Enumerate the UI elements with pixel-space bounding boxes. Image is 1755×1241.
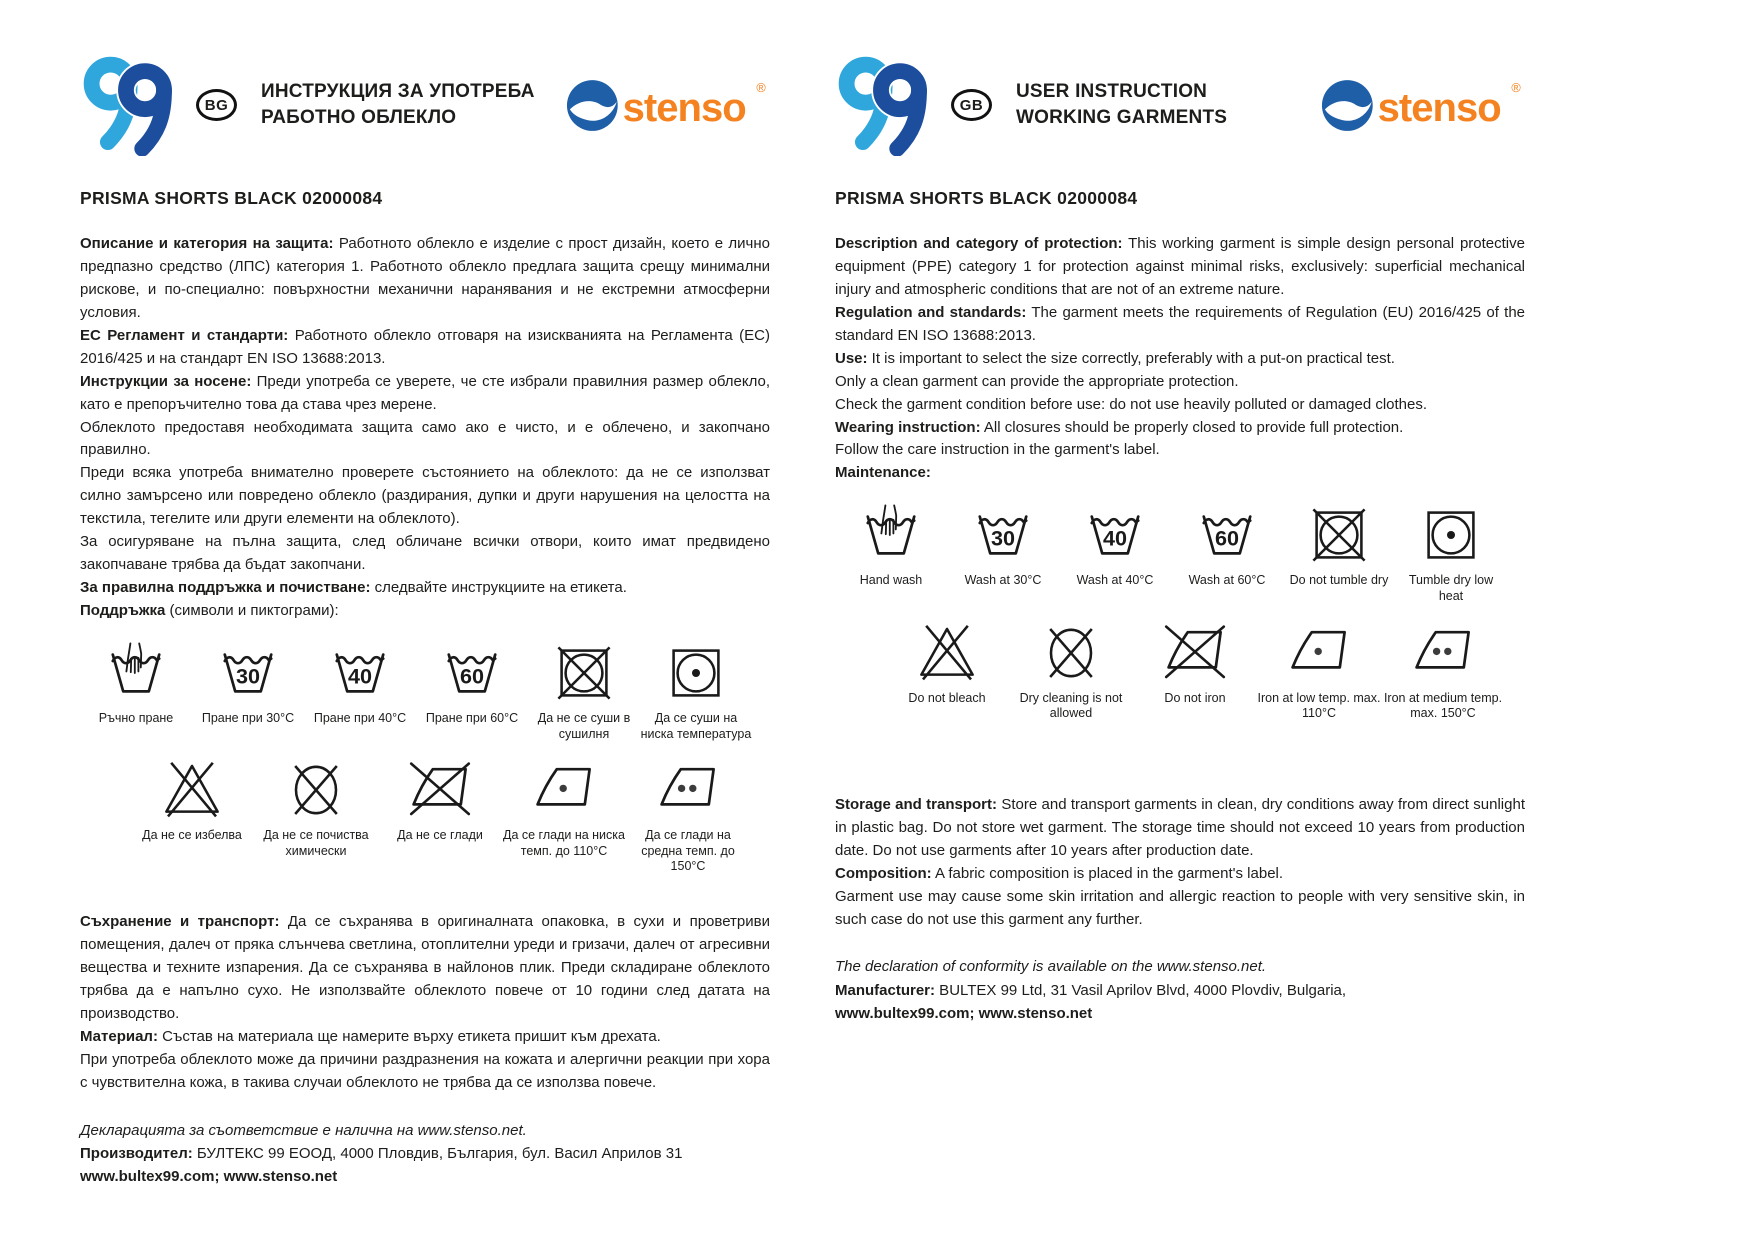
care-symbol-do-not-bleach — [885, 621, 1009, 722]
iron-medium-icon — [656, 758, 720, 822]
bg-manufacturer-line: Производител: БУЛТЕКС 99 ЕООД, 4000 Пловдив, България, бул. Васил Априлов 31 — [80, 1144, 683, 1162]
wash-40-icon — [1083, 503, 1147, 567]
paragraph: Regulation and standards: The garment meets the requirements of Regulation (EU) 2016/425 of the standard EN ISO 13688:2013. — [835, 303, 1526, 344]
paragraph: Maintenance: — [835, 464, 931, 482]
care-symbol-wash-30 — [192, 641, 304, 742]
iron-medium-icon — [1411, 621, 1475, 685]
en-care-symbols-row-1 — [835, 503, 1525, 604]
bg-language-badge: BG — [196, 89, 237, 121]
care-symbol-wash-60 — [416, 641, 528, 742]
care-symbol-hand-wash — [80, 641, 192, 742]
paragraph: Storage and transport: Store and transport garments in clean, dry conditions away from direct sunlight in plastic bag. Do not store wet garment. The storage time should not exceed 10 years from production date. Do not use garments after 10 years after production date. — [835, 795, 1525, 859]
wash-30-icon — [216, 641, 280, 705]
care-symbol-label: Пране при 40°C — [313, 710, 407, 725]
en-declaration-note: The declaration of conformity is available on the www.stenso.net. — [835, 958, 1267, 976]
care-symbol-label: Wash at 30°C — [964, 573, 1042, 588]
care-symbol-label: Да не се почиства химически — [263, 828, 369, 858]
bg-body-text — [80, 233, 770, 623]
en-manufacturer-line: Manufacturer: BULTEX 99 Ltd, 31 Vasil Aprilov Blvd, 4000 Plovdiv, Bulgaria, — [835, 981, 1347, 999]
care-symbol-label: Ръчно пране — [98, 710, 174, 725]
do-not-bleach-icon — [915, 621, 979, 685]
en-body-text — [835, 233, 1525, 485]
care-symbol-wash-30 — [947, 503, 1059, 604]
paragraph: Материал: Състав на материала ще намерите върху етикета пришит към дрехата. — [80, 1027, 661, 1045]
paragraph: Follow the care instruction in the garment's label. — [835, 441, 1160, 459]
care-symbol-do-not-bleach — [130, 758, 254, 875]
care-symbol-iron-low — [502, 758, 626, 875]
do-not-iron-icon — [1163, 621, 1227, 685]
care-symbol-iron-medium — [626, 758, 750, 875]
do-not-dry-clean-icon — [1039, 621, 1103, 685]
care-symbol-wash-60 — [1171, 503, 1283, 604]
en-footer — [835, 955, 1525, 1025]
paragraph: Инструкции за носене: Преди употреба се уверете, че сте избрали правилния размер облекло, като е препоръчително това да става чрез мерене. — [80, 372, 770, 413]
paragraph: Описание и категория на защита: Работното облекло е изделие с прост дизайн, което е лично предпазно средство (ЛПС) категория 1. Работното облекло предлага защита срещу минимални рискове, и по-специално: повърхностни механични наранявания и не екстремни атмосферни условия. — [80, 235, 770, 321]
en-storage-section — [835, 794, 1525, 932]
care-symbol-tumble-dry-low — [1395, 503, 1507, 604]
paragraph: Съхранение и транспорт: Да се съхранява в оригиналната опаковка, в сухи и проветриви помещения, далеч от пряка слънчева светлина, отоплителни уреди и гризачи, далеч от агресивни вещества и техните изпарения. Да се съхранява в найлонов плик. Преди складиране облеклото трябва да е напълно сухо. Не използвайте облеклото повече от 10 години след датата на производство. — [80, 913, 770, 1022]
wash-30-icon — [971, 503, 1035, 567]
paragraph: Description and category of protection: This working garment is simple design personal protective equipment (PPE) category 1 for protection against minimal risks, exclusively: superficial mechanical injury and atmospheric conditions that are not of an extreme nature. — [835, 235, 1525, 298]
paragraph: За осигуряване на пълна защита, след обличане всички отвори, които имат предвидено закопчаване трябва да бъдат закопчани. — [80, 533, 770, 574]
care-symbol-iron-low — [1257, 621, 1381, 722]
care-symbol-label: Да не се суши в сушилня — [537, 710, 631, 741]
care-symbol-label: Tumble dry low heat — [1408, 573, 1494, 603]
en-language-badge: GB — [951, 89, 992, 121]
care-symbol-label: Do not bleach — [908, 690, 986, 705]
en-skin-warning: Garment use may cause some skin irritation and allergic reaction to people with very sensitive skin, in such case do not use this garment any further. — [835, 887, 1525, 928]
wash-60-icon — [440, 641, 504, 705]
care-symbol-label: Да не се глади — [397, 828, 483, 843]
care-symbol-do-not-tumble-dry — [1283, 503, 1395, 604]
iron-low-icon — [532, 758, 596, 822]
en-column — [835, 50, 1525, 1025]
paragraph: За правилна поддръжка и почистване: следвайте инструкциите на етикета. — [80, 579, 627, 597]
care-symbol-do-not-dry-clean — [1009, 621, 1133, 722]
bg-doc-title-line1: ИНСТРУКЦИЯ ЗА УПОТРЕБА — [261, 81, 535, 103]
care-symbol-iron-medium — [1381, 621, 1505, 722]
do-not-tumble-dry-icon — [1307, 503, 1371, 567]
care-symbol-label: Do not tumble dry — [1289, 573, 1389, 588]
en-doc-title-line1: USER INSTRUCTION — [1016, 81, 1208, 103]
paragraph: ЕС Регламент и стандарти: Работното облекло отговаря на изискванията на Регламента (ЕС) 2016/425 и на стандарт EN ISO 13688:2013. — [80, 326, 770, 367]
stenso-logo — [1320, 77, 1525, 134]
hand-wash-icon — [104, 641, 168, 705]
paragraph: Check the garment condition before use: do not use heavily polluted or damaged clothes. — [835, 395, 1428, 413]
care-symbol-label: Да се глади на средна темп. до 150°C — [641, 828, 735, 874]
bg-care-symbols-row-2 — [130, 758, 770, 875]
en-header — [835, 50, 1525, 160]
en-care-symbols-row-2 — [885, 621, 1525, 722]
care-symbol-do-not-iron — [378, 758, 502, 875]
care-symbol-do-not-dry-clean — [254, 758, 378, 875]
care-symbol-label: Hand wash — [859, 573, 923, 588]
bg-footer — [80, 1119, 770, 1189]
bg-storage-section — [80, 911, 770, 1095]
hand-wash-icon — [859, 503, 923, 567]
bg-header — [80, 50, 770, 160]
bg-product-title: PRISMA SHORTS BLACK 02000084 — [80, 188, 383, 208]
care-symbol-label: Do not iron — [1164, 690, 1226, 705]
bg-care-symbols-row-1 — [80, 641, 770, 742]
do-not-dry-clean-icon — [284, 758, 348, 822]
bg-column — [80, 50, 770, 1188]
paragraph: Поддръжка (символи и пиктограми): — [80, 602, 339, 619]
en-product-title: PRISMA SHORTS BLACK 02000084 — [835, 188, 1138, 208]
wash-40-icon — [328, 641, 392, 705]
care-symbol-label: Iron at medium temp. max. 150°C — [1383, 690, 1503, 721]
care-symbol-label: Wash at 60°C — [1188, 573, 1266, 588]
care-symbol-label: Iron at low temp. max. 110°C — [1257, 690, 1381, 721]
care-symbol-do-not-iron — [1133, 621, 1257, 722]
care-symbol-label: Да се суши на ниска температура — [640, 710, 752, 741]
do-not-bleach-icon — [160, 758, 224, 822]
care-symbol-tumble-dry-low — [640, 641, 752, 742]
stenso-logo — [565, 77, 770, 134]
paragraph: Облеклото предоставя необходимата защита само ако е чисто, и е облечено, и закопчано правилно. — [80, 418, 770, 459]
care-symbol-label: Да се глади на ниска темп. до 110°C — [502, 828, 625, 858]
bg-doc-title — [261, 79, 535, 130]
bg-skin-warning: При употреба облеклото може да причини раздразнения на кожата и алергични реакции при хора с чувствителна кожа, в такива случаи облеклото не трябва да се използва повече. — [80, 1050, 770, 1091]
tumble-dry-low-icon — [664, 641, 728, 705]
paragraph: Use: It is important to select the size correctly, preferably with a put-on practical test. — [835, 349, 1395, 367]
care-symbol-label: Да не се избелва — [142, 828, 242, 843]
care-symbol-label: Пране при 30°C — [201, 710, 295, 725]
care-symbol-hand-wash — [835, 503, 947, 604]
care-symbol-label: Wash at 40°C — [1076, 573, 1154, 588]
en-websites: www.bultex99.com; www.stenso.net — [835, 1004, 1093, 1022]
bg-websites: www.bultex99.com; www.stenso.net — [80, 1168, 338, 1186]
en-doc-title — [1016, 79, 1227, 130]
tumble-dry-low-icon — [1419, 503, 1483, 567]
do-not-iron-icon — [408, 758, 472, 822]
iron-low-icon — [1287, 621, 1351, 685]
wash-60-icon — [1195, 503, 1259, 567]
bultex-99-logo-icon — [80, 54, 184, 156]
bg-doc-title-line2: РАБОТНО ОБЛЕКЛО — [261, 107, 457, 128]
en-doc-title-line2: WORKING GARMENTS — [1016, 107, 1228, 128]
paragraph: Преди всяка употреба внимателно проверете състоянието на облеклото: да не се използват силно замърсено или повредено облекло (раздирания, дупки и други нарушения на целостта на текстила, тегелите или други елементи на облеклото). — [80, 464, 770, 528]
paragraph: Wearing instruction: All closures should be properly closed to provide full protection. — [835, 418, 1404, 436]
care-symbol-label: Dry cleaning is not allowed — [1019, 690, 1123, 721]
paragraph: Only a clean garment can provide the appropriate protection. — [835, 372, 1239, 390]
care-symbol-label: Пране при 60°C — [425, 710, 519, 725]
do-not-tumble-dry-icon — [552, 641, 616, 705]
care-symbol-wash-40 — [1059, 503, 1171, 604]
care-symbol-wash-40 — [304, 641, 416, 742]
bg-declaration-note: Декларацията за съответствие е налична на www.stenso.net. — [80, 1121, 527, 1139]
care-symbol-do-not-tumble-dry — [528, 641, 640, 742]
paragraph: Composition: A fabric composition is placed in the garment's label. — [835, 864, 1284, 882]
bultex-99-logo-icon — [835, 54, 939, 156]
